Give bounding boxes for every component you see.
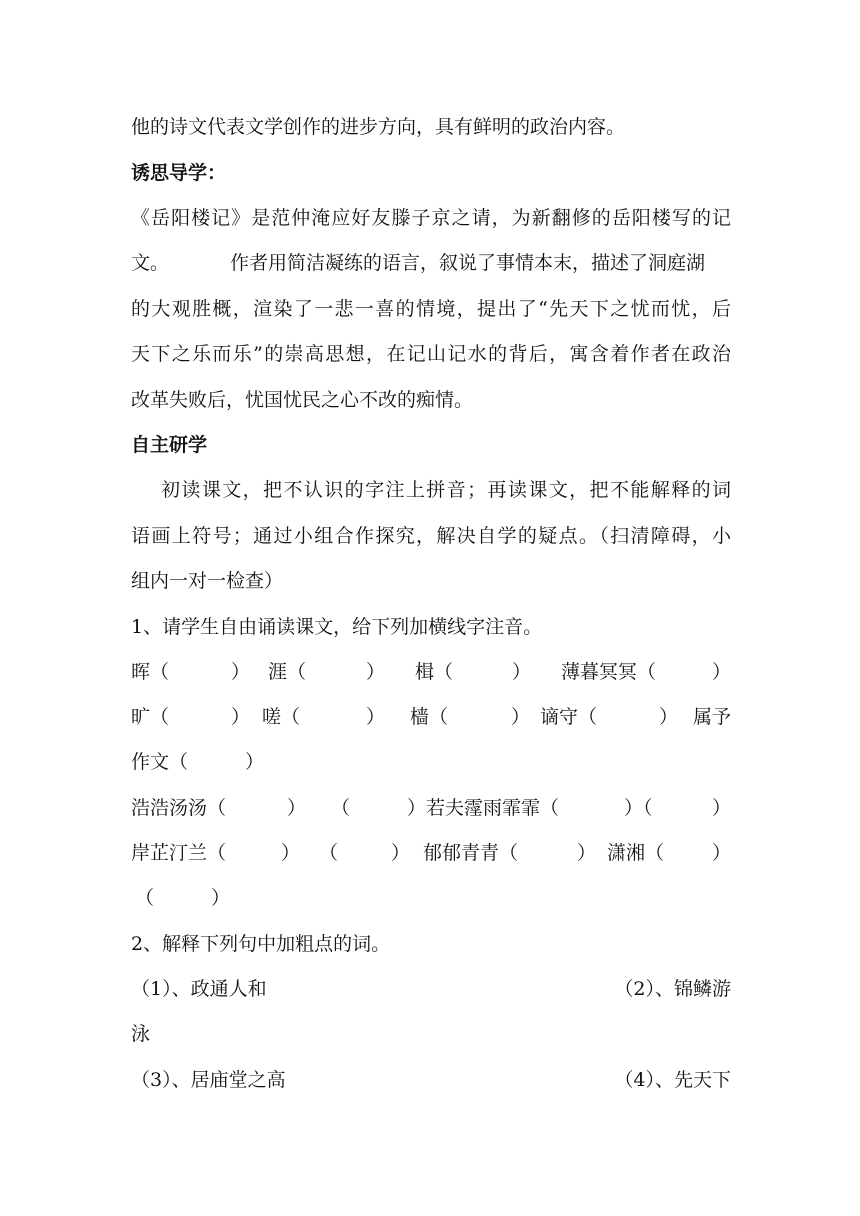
paragraph-line: 语画上符号；通过小组合作探究，解决自学的疑点。（扫清障碍，小: [131, 525, 731, 547]
pinyin-item: 谪守（: [540, 706, 598, 728]
pinyin-close: ）: [391, 842, 411, 864]
paragraph-line: 的大观胜概，渲染了一悲一喜的情境，提出了“先天下之忧而忧，后: [131, 298, 731, 320]
paragraph-line: 组内一对一检查）: [131, 570, 284, 592]
pinyin-row-3: 作文（ ）: [131, 751, 265, 773]
pinyin-close: ）: [281, 842, 301, 864]
word-item: （3）、居庙堂之高: [131, 1069, 286, 1091]
pinyin-item: （: [331, 797, 351, 819]
word-row-2: 泳: [131, 1023, 151, 1045]
pinyin-close: ）: [711, 842, 731, 864]
pinyin-item: 樯（: [410, 706, 449, 728]
pinyin-item: 楫（: [415, 661, 454, 683]
pinyin-close: ）: [366, 706, 386, 728]
pinyin-close: ）: [711, 797, 731, 819]
pinyin-item: 属予: [692, 706, 731, 728]
question-1: 1、请学生自由诵读课文，给下列加横线字注音。: [131, 616, 543, 638]
paragraph-line: 《岳阳楼记》是范仲淹应好友滕子京之请，为新翻修的岳阳楼写的记: [131, 207, 731, 229]
pinyin-item: （: [319, 842, 339, 864]
pinyin-close: ）: [231, 661, 251, 683]
pinyin-close: ）: [287, 797, 307, 819]
paragraph-line: 改革失败后，忧国忧民之心不改的痴情。: [131, 389, 474, 411]
pinyin-item: 浩浩汤汤（: [131, 797, 227, 819]
pinyin-item: ）若夫霪雨霏霏（: [407, 797, 560, 819]
section-heading-guided-study: 诱思导学：: [131, 162, 227, 184]
pinyin-item: 嗟（: [262, 706, 301, 728]
pinyin-close: ）: [659, 706, 679, 728]
pinyin-close: ）: [366, 661, 386, 683]
paragraph-line: 初读课文，把不认识的字注上拼音；再读课文，把不能解释的词: [161, 479, 731, 501]
pinyin-item: 旷（: [131, 706, 170, 728]
pinyin-close: ）: [231, 706, 251, 728]
paragraph-line: 他的诗文代表文学创作的进步方向，具有鲜明的政治内容。: [131, 116, 626, 138]
word-item: （4）、先天下: [614, 1069, 731, 1091]
pinyin-item: 薄暮冥冥（: [561, 661, 657, 683]
pinyin-item: 潇湘（: [607, 842, 665, 864]
pinyin-item: ）（: [624, 797, 653, 819]
paragraph-line: 天下之乐而乐”的崇高思想，在记山记水的背后，寓含着作者在政治: [131, 343, 731, 365]
question-2: 2、解释下列句中加粗点的词。: [131, 933, 391, 955]
pinyin-close: ）: [512, 661, 532, 683]
text-fragment: 作者用简洁凝练的语言，叙说了事情本末，描述了洞庭湖: [230, 252, 706, 274]
pinyin-item: 郁郁青青（: [423, 842, 519, 864]
section-heading-self-study: 自主研学: [131, 434, 208, 456]
pinyin-close: ）: [577, 842, 597, 864]
pinyin-close: ）: [711, 661, 731, 683]
pinyin-item: 涯（: [268, 661, 307, 683]
word-item: （1）、政通人和: [131, 978, 267, 1000]
pinyin-item: 晖（: [131, 661, 170, 683]
word-item: （2）、锦鳞游: [614, 978, 731, 1000]
text-fragment: 文。: [131, 252, 170, 274]
pinyin-row-6: （ ）: [135, 887, 231, 909]
pinyin-close: ）: [511, 706, 531, 728]
pinyin-item: 岸芷汀兰（: [131, 842, 227, 864]
